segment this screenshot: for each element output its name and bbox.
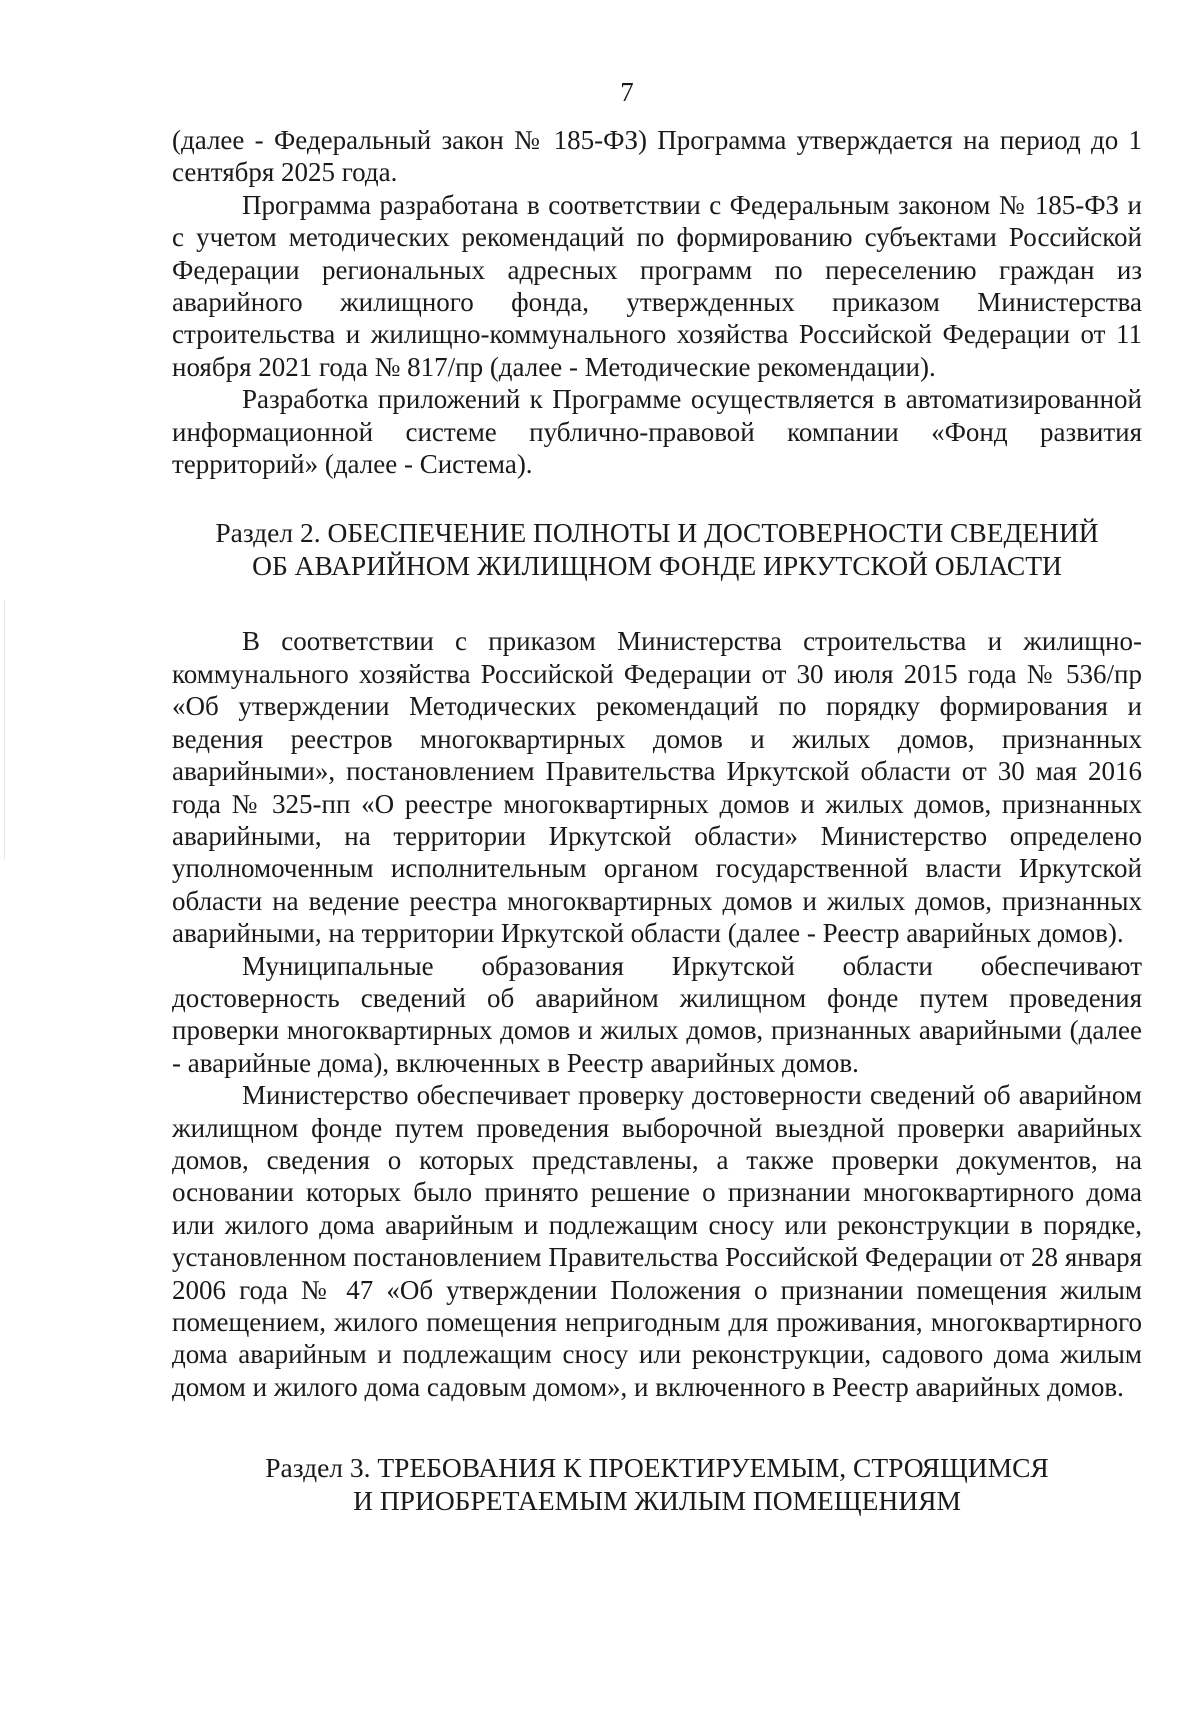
page-number: 7 bbox=[620, 77, 634, 107]
section-2-paragraph-3: Министерство обеспечивает проверку достоверности сведений об аварийном жилищном фонде путем проведения выборочной выездной проверки аварийных домов, сведения о которых представлены, а также проверки документов, на основании которых было принято решение о признании многоквартирного дома или жилого дома аварийным и подлежащим сносу или реконструкции в порядке, установленном постановлением Правительства Российской Федерации от 28 января 2006 года № 47 «Об утверждении Положения о признании помещения жилым помещением, жилого помещения непригодным для проживания, многоквартирного дома аварийным и подлежащим сносу или реконструкции, садового дома жилым домом и жилого дома садовым домом», и включенного в Реестр аварийных домов. bbox=[172, 1080, 1142, 1402]
section-3-heading-line-1: Раздел 3. ТРЕБОВАНИЯ К ПРОЕКТИРУЕМЫМ, СТРОЯЩИМСЯ bbox=[265, 1452, 1049, 1484]
paragraph-intro-1: (далее - Федеральный закон № 185-ФЗ) Программа утверждается на период до 1 сентября 2025 года. bbox=[172, 125, 1142, 188]
paragraph-intro-3: Разработка приложений к Программе осуществляется в автоматизированной информационной системе публично-правовой компании «Фонд развития территорий» (далее - Система). bbox=[172, 384, 1142, 480]
document-body bbox=[172, 124, 1142, 1517]
section-3-heading-line-2: И ПРИОБРЕТАЕМЫМ ЖИЛЫМ ПОМЕЩЕНИЯМ bbox=[353, 1485, 961, 1517]
section-2-heading-line-2: ОБ АВАРИЙНОМ ЖИЛИЩНОМ ФОНДЕ ИРКУТСКОЙ ОБЛАСТИ bbox=[252, 550, 1062, 582]
paragraph-intro-2: Программа разработана в соответствии с Федеральным законом № 185-ФЗ и с учетом методических рекомендаций по формированию субъектами Российской Федерации региональных адресных программ по переселению граждан из аварийного жилищного фонда, утвержденных приказом Министерства строительства и жилищно-коммунального хозяйства Российской Федерации от 11 ноября 2021 года № 817/пр (далее - Методические рекомендации). bbox=[172, 189, 1142, 382]
section-2-paragraph-1: В соответствии с приказом Министерства строительства и жилищно-коммунального хозяйства Российской Федерации от 30 июля 2015 года № 536/пр «Об утверждении Методических рекомендаций по порядку формирования и ведения реестров многоквартирных домов и жилых домов, признанных аварийными», постановлением Правительства Иркутской области от 30 мая 2016 года № 325-пп «О реестре многоквартирных домов и жилых домов, признанных аварийными, на территории Иркутской области» Министерство определено уполномоченным исполнительным органом государственной власти Иркутской области на ведение реестра многоквартирных домов и жилых домов, признанных аварийными, на территории Иркутской области (далее - Реестр аварийных домов). bbox=[172, 626, 1142, 949]
section-2-heading-line-1: Раздел 2. ОБЕСПЕЧЕНИЕ ПОЛНОТЫ И ДОСТОВЕРНОСТИ СВЕДЕНИЙ bbox=[215, 517, 1099, 549]
section-2-paragraph-2: Муниципальные образования Иркутской области обеспечивают достоверность сведений об аварийном жилищном фонде путем проведения проверки многоквартирных домов и жилых домов, признанных аварийными (далее - аварийные дома), включенных в Реестр аварийных домов. bbox=[172, 950, 1142, 1078]
section-2-heading bbox=[172, 516, 1142, 582]
scan-margin-artifact bbox=[4, 600, 5, 860]
section-3-heading bbox=[172, 1451, 1142, 1517]
